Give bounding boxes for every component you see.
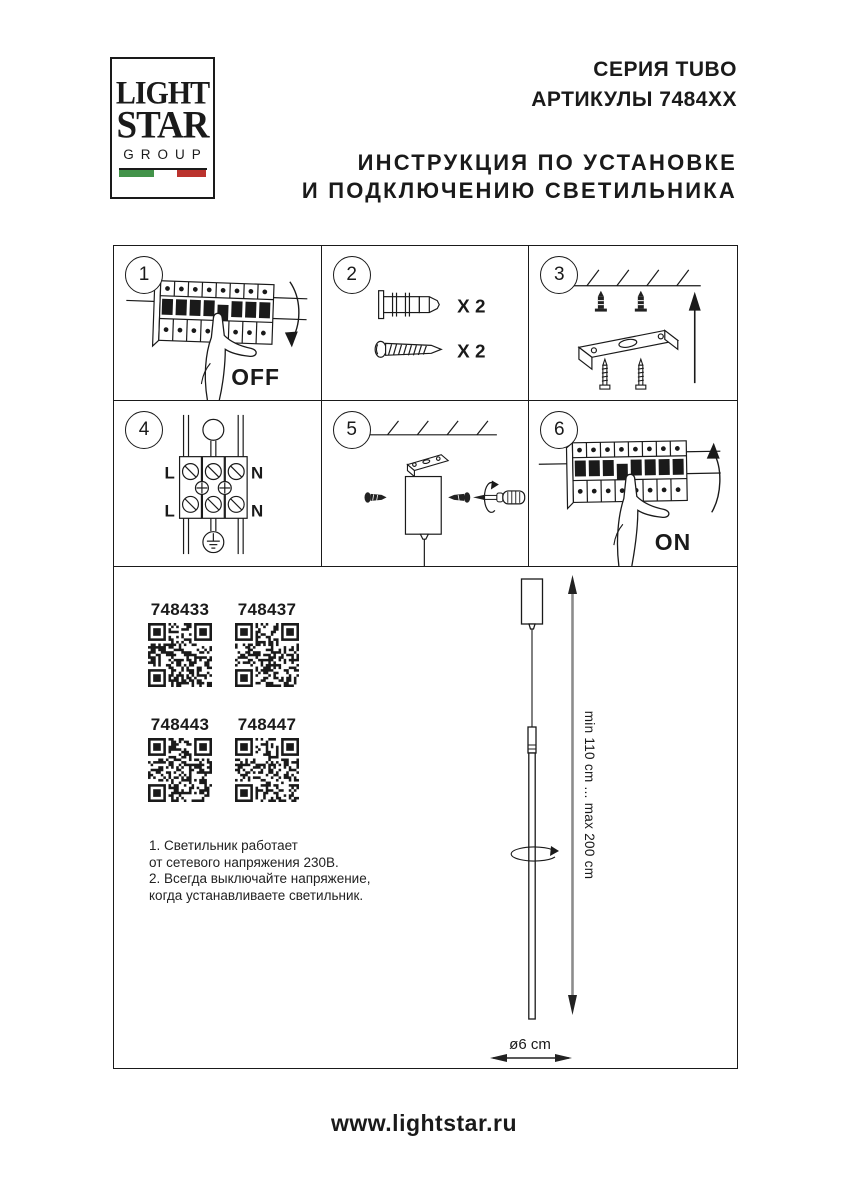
- flag-green: [119, 170, 154, 177]
- arrow-down-curve: [290, 282, 299, 339]
- article-number: 748447: [237, 715, 297, 734]
- article-number: 748443: [150, 715, 210, 734]
- qr-item-748437: [234, 600, 300, 692]
- logo-word-group: GROUP: [123, 147, 208, 162]
- steps-grid: [114, 246, 737, 567]
- step-4-number: 4: [125, 411, 163, 449]
- article-number: 748433: [150, 600, 210, 619]
- height-range-label: min 110 cm ... max 200 cm: [582, 710, 597, 880]
- step-5-panel: [322, 401, 530, 567]
- arrow-up-curve: [712, 453, 720, 513]
- series-title: СЕРИЯ TUBO: [593, 58, 737, 81]
- note-line: когда устанавливаете светильник.: [149, 887, 364, 903]
- qr-code: [148, 623, 212, 687]
- height-dimension: [568, 575, 597, 1015]
- qr-code: [235, 623, 299, 687]
- step-1-panel: [114, 246, 322, 401]
- article-number: 748437: [237, 600, 297, 619]
- diameter-dimension: [490, 1036, 572, 1062]
- side-screw-right: [448, 492, 470, 502]
- website-url: www.lightstar.ru: [330, 1110, 518, 1136]
- italian-flag-stripe: [119, 168, 207, 177]
- note-line: 1. Светильник работает: [149, 838, 298, 853]
- screws-below: [600, 359, 646, 389]
- header-text: [302, 57, 737, 205]
- qr-code: [148, 738, 212, 802]
- side-screw-left: [364, 492, 386, 502]
- qr-item-748443: [147, 715, 213, 807]
- lightstar-logo: [110, 57, 215, 199]
- lamp-canopy: [522, 579, 543, 624]
- bottom-section: [114, 567, 737, 1067]
- instruction-title: [302, 149, 737, 205]
- step-4-panel: [114, 401, 322, 567]
- step-6-number: 6: [540, 411, 578, 449]
- mounting-bracket: [579, 330, 678, 369]
- screwdriver: [473, 481, 525, 513]
- label-N-top: N: [250, 463, 264, 483]
- screw-qty-label: X 2: [456, 340, 486, 362]
- off-label: OFF: [231, 364, 280, 391]
- canopy: [405, 477, 441, 566]
- logo-word-star: STAR: [116, 103, 209, 147]
- small-bracket: [407, 455, 448, 477]
- step-5-number: 5: [333, 411, 371, 449]
- step-2-number: 2: [333, 256, 371, 294]
- logo-word-light: LIGHT: [115, 75, 210, 112]
- safety-notes: [149, 838, 370, 904]
- label-L-bottom: L: [164, 501, 175, 521]
- label-L-top: L: [164, 463, 175, 483]
- step-2-panel: [322, 246, 530, 401]
- anchor-qty-label: X 2: [456, 295, 486, 317]
- pendant-lamp-drawing: [471, 567, 739, 1067]
- qr-code: [235, 738, 299, 802]
- lamp-tube: [529, 753, 535, 1019]
- qr-item-748433: [147, 600, 213, 692]
- instruction-title-line1: ИНСТРУКЦИЯ ПО УСТАНОВКЕ: [357, 150, 737, 175]
- diameter-label: ø6 cm: [509, 1036, 551, 1053]
- step-3-number: 3: [540, 256, 578, 294]
- instruction-title-line2: И ПОДКЛЮЧЕНИЮ СВЕТИЛЬНИКА: [301, 178, 737, 203]
- qr-item-748447: [234, 715, 300, 807]
- label-N-bottom: N: [250, 501, 264, 521]
- flag-red: [177, 170, 207, 177]
- instruction-frame: [113, 245, 738, 1069]
- on-label: ON: [655, 529, 692, 556]
- step-3-panel: [529, 246, 737, 401]
- note-line: от сетевого напряжения 230В.: [149, 854, 339, 870]
- note-line: 2. Всегда выключайте напряжение,: [149, 871, 371, 886]
- step-1-number: 1: [125, 256, 163, 294]
- articles-title: АРТИКУЛЫ 7484XX: [531, 88, 737, 111]
- flag-white: [154, 170, 177, 177]
- step-6-panel: [529, 401, 737, 567]
